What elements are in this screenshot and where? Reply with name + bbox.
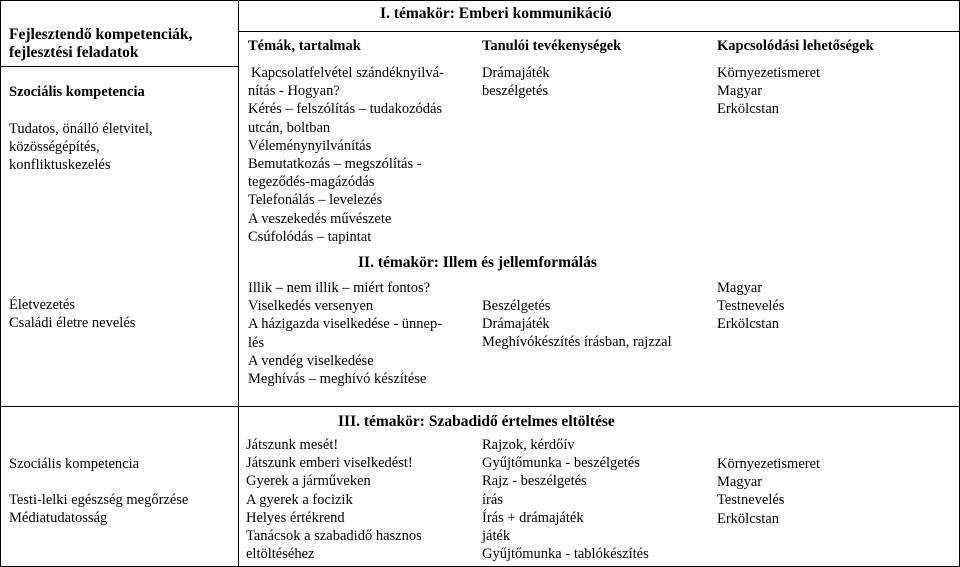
connection-line: Környezetismeret (717, 456, 821, 472)
topic-line: eltöltéséhez (246, 546, 315, 563)
topic-line: utcán, boltban (248, 119, 331, 136)
topic-line: A vendég viselkedése (248, 352, 374, 369)
topic-line: lés (248, 334, 265, 351)
block2-topics (248, 279, 442, 388)
connection-line: Magyar (717, 83, 763, 100)
activity-line: Gyűjtőmunka - tablókészítés (482, 546, 649, 563)
competence-item: Életvezetés (9, 297, 76, 313)
col-header-activities: Tanulói tevékenységek (482, 38, 622, 54)
topic-line: Telefonálás – levelezés (248, 192, 383, 209)
topic-line: Játszunk emberi viselkedést! (246, 455, 413, 472)
block1-competence-items (9, 120, 153, 175)
topic-line: Illik – nem illik – miért fontos? (248, 280, 431, 296)
connection-line: Magyar (717, 280, 763, 296)
activity-line: Gyűjtőmunka - beszélgetés (482, 455, 640, 472)
topic-line: Gyerek a járműveken (246, 473, 371, 490)
competence-item: Médiatudatosság (9, 510, 108, 527)
activity-line: Beszélgetés (482, 298, 551, 314)
competence-item: Tudatos, önálló életvitel, (9, 121, 153, 137)
topic-line: Kapcsolatfelvétel szándéknyilvá- (251, 65, 444, 81)
activity-line: Meghívókészítés írásban, rajzzal (482, 334, 672, 351)
topic-line: A házigazda viselkedése - ünnep- (248, 316, 443, 333)
competence-item: közösségépítés, (9, 139, 100, 156)
header-left-title-line: fejlesztési feladatok (9, 44, 139, 62)
block3-competence-items (9, 491, 188, 527)
topic-line: Játszunk mesét! (246, 437, 339, 453)
block3-connections (717, 455, 820, 528)
header-left-title-line: Fejlesztendő kompetenciák, (9, 26, 193, 43)
block1-competence-title: Szociális kompetencia (9, 84, 145, 100)
connection-line: Testnevelés (717, 298, 785, 315)
block1-connections (717, 64, 820, 119)
topic-line: A veszekedés művészete (248, 210, 392, 227)
connection-line: Testnevelés (717, 492, 785, 509)
topic-line: Helyes értékrend (246, 509, 345, 526)
topic-line: tegeződés-magázódás (248, 174, 375, 191)
topic-line: Csúfolódás – tapintat (248, 228, 372, 245)
col-header-connections: Kapcsolódási lehetőségek (717, 38, 874, 54)
col-header-topics: Témák, tartalmak (248, 38, 361, 54)
topic-line: A gyerek a focizik (246, 491, 353, 508)
connection-line: Erkölcstan (717, 510, 780, 527)
activity-line: játék (482, 528, 511, 545)
competence-item: konfliktuskezelés (9, 157, 111, 174)
topic-line: Kérés – felszólítás – tudakozódás (248, 101, 443, 118)
block2-competence-items (9, 296, 135, 332)
connection-line: Környezetismeret (717, 65, 821, 81)
connection-line: Magyar (717, 474, 763, 491)
activity-line: írás (482, 491, 503, 508)
topic-line: Véleménynyilvánítás (248, 137, 372, 154)
competence-item: Testi-lelki egészség megőrzése (9, 492, 189, 508)
block3-topics (246, 436, 422, 563)
activity-line: Rajzok, kérdőív (482, 437, 575, 453)
activity-line: Drámajáték (482, 316, 550, 333)
block3-activities (482, 436, 649, 563)
topic1-title: I. témakör: Emberi kommunikáció (380, 5, 612, 22)
topic-line: Tanácsok a szabadidő hasznos (246, 528, 422, 545)
header-left-title (9, 26, 192, 62)
activity-line: Írás + drámajáték (482, 509, 584, 526)
topic3-title: III. témakör: Szabadidő értelmes eltöltése (338, 413, 615, 430)
connection-line: Erkölcstan (717, 101, 780, 118)
activity-line: Rajz - beszélgetés (482, 473, 587, 490)
topic-line: Meghívás – meghívó készítése (248, 371, 427, 388)
block2-connections (717, 279, 784, 334)
block2-activities (482, 297, 672, 352)
block1-activities (482, 64, 550, 100)
activity-line: Drámajáték (482, 65, 550, 81)
block1-topics (248, 64, 444, 246)
competence-item: Családi életre nevelés (9, 315, 136, 332)
topic-line: nítás - Hogyan? (248, 83, 340, 100)
block3-competence-title: Szociális kompetencia (9, 456, 140, 472)
topic-line: Viselkedés versenyen (248, 298, 374, 315)
activity-line: beszélgetés (482, 83, 549, 100)
connection-line: Erkölcstan (717, 316, 780, 333)
topic2-title: II. témakör: Illem és jellemformálás (358, 254, 597, 271)
topic-line: Bemutatkozás – megszólítás - (248, 156, 422, 173)
